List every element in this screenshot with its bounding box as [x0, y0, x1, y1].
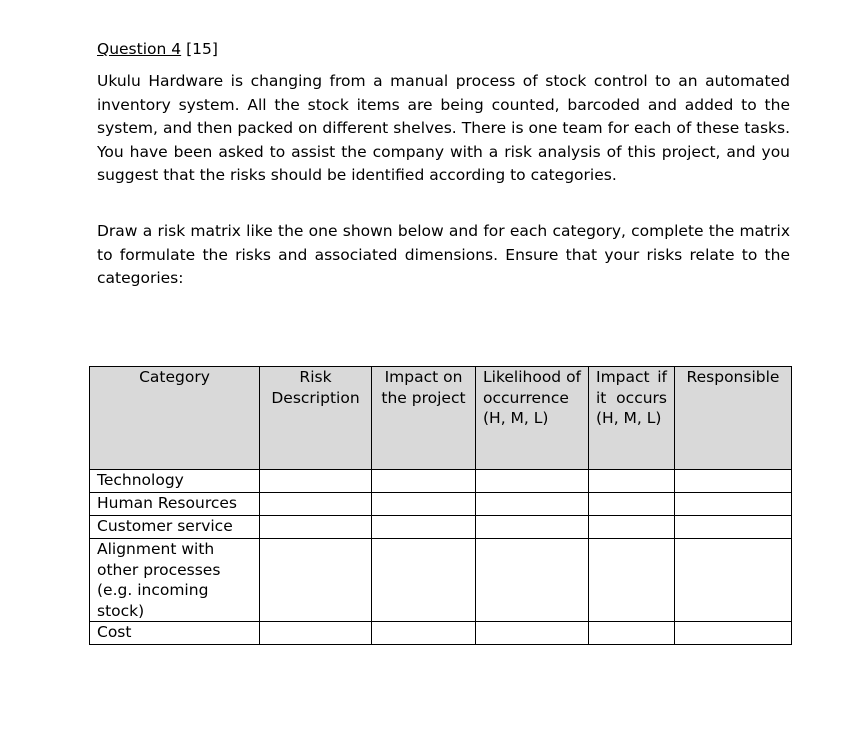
category-cell: Technology	[90, 470, 260, 493]
empty-cell	[476, 493, 589, 516]
category-cell: Alignment with other processes (e.g. incoming stock)	[90, 539, 260, 622]
empty-cell	[260, 539, 372, 622]
table-row	[90, 516, 792, 539]
category-cell: Human Resources	[90, 493, 260, 516]
empty-cell	[260, 516, 372, 539]
empty-cell	[675, 516, 792, 539]
empty-cell	[476, 470, 589, 493]
empty-cell	[589, 493, 675, 516]
question-label: Question 4	[97, 40, 182, 58]
empty-cell	[589, 516, 675, 539]
category-cell: Customer service	[90, 516, 260, 539]
question-heading	[97, 38, 218, 60]
empty-cell	[260, 622, 372, 645]
header-category: Category	[90, 367, 260, 470]
header-responsible: Responsible	[675, 367, 792, 470]
empty-cell	[675, 539, 792, 622]
empty-cell	[589, 470, 675, 493]
empty-cell	[675, 493, 792, 516]
table-row	[90, 493, 792, 516]
header-impact-if-occurs: Impact if it occurs (H, M, L)	[589, 367, 675, 470]
empty-cell	[372, 516, 476, 539]
header-likelihood: Likelihood of occurrence (H, M, L)	[476, 367, 589, 470]
table-row	[90, 622, 792, 645]
header-risk-description: Risk Description	[260, 367, 372, 470]
empty-cell	[372, 470, 476, 493]
empty-cell	[589, 622, 675, 645]
empty-cell	[372, 493, 476, 516]
table-row	[90, 470, 792, 493]
question-marks: [15]	[186, 40, 218, 58]
empty-cell	[260, 470, 372, 493]
empty-cell	[260, 493, 372, 516]
risk-matrix-table	[89, 366, 792, 645]
empty-cell	[675, 622, 792, 645]
empty-cell	[372, 539, 476, 622]
empty-cell	[476, 622, 589, 645]
scenario-paragraph: Ukulu Hardware is changing from a manual process of stock control to an automated inventory system. All the stock items are being counted, barcoded and added to the system, and then packed on different shelves. There is one team for each of these tasks. You have been asked to assist the company with a risk analysis of this project, and you suggest that the risks should be identified according to categories.	[97, 72, 790, 184]
empty-cell	[476, 539, 589, 622]
header-impact-on-project: Impact on the project	[372, 367, 476, 470]
instruction-paragraph: Draw a risk matrix like the one shown below and for each category, complete the matrix to formulate the risks and associated dimensions. Ensure that your risks relate to the categories:	[97, 222, 790, 287]
table-header-row	[90, 367, 792, 470]
empty-cell	[589, 539, 675, 622]
table-row	[90, 539, 792, 622]
empty-cell	[675, 470, 792, 493]
empty-cell	[372, 622, 476, 645]
empty-cell	[476, 516, 589, 539]
category-cell: Cost	[90, 622, 260, 645]
